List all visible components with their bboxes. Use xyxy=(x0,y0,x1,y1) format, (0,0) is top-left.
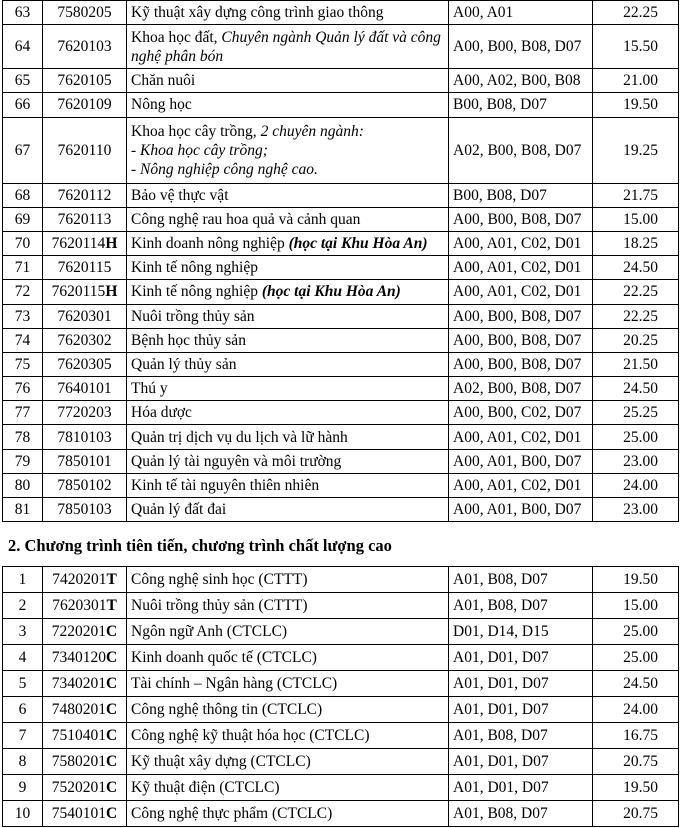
major-name-text: Kinh tế nông nghiệp xyxy=(131,259,258,277)
major-code xyxy=(43,280,127,304)
major-code-number: 7620301 xyxy=(52,597,107,614)
table-row xyxy=(3,697,679,723)
major-name xyxy=(127,352,449,376)
table-row xyxy=(3,749,679,775)
major-name-text: Kinh tế tài nguyên thiên nhiên xyxy=(131,476,320,494)
cutoff-score: 18.25 xyxy=(593,231,679,255)
major-code xyxy=(43,801,127,827)
table-row xyxy=(3,473,679,497)
cutoff-score: 15.00 xyxy=(593,207,679,231)
major-code-number: 7340120 xyxy=(51,649,107,666)
table-row xyxy=(3,425,679,449)
major-name xyxy=(127,256,449,280)
row-number: 79 xyxy=(3,449,43,473)
major-name-text: Công nghệ rau hoa quả và cảnh quan xyxy=(131,210,361,228)
subject-groups: B00, B08, D07 xyxy=(449,93,593,117)
major-code-suffix: C xyxy=(106,805,118,822)
cutoff-score: 24.50 xyxy=(593,377,679,401)
row-number: 9 xyxy=(3,775,43,801)
cutoff-score: 25.00 xyxy=(593,425,679,449)
major-name-text: Chăn nuôi xyxy=(131,72,196,90)
cutoff-score: 21.00 xyxy=(593,69,679,93)
table-row xyxy=(3,377,679,401)
major-name-text: Công nghệ kỹ thuật hóa học (CTCLC) xyxy=(131,727,370,744)
table-row xyxy=(3,304,679,328)
major-code xyxy=(43,449,127,473)
table-row xyxy=(3,231,679,255)
table-row xyxy=(3,1,679,25)
subject-groups: A01, B08, D07 xyxy=(449,593,593,619)
major-code xyxy=(43,231,127,255)
row-number: 75 xyxy=(3,352,43,376)
major-code-number: 7620109 xyxy=(57,96,112,114)
major-name xyxy=(127,498,449,522)
cutoff-score: 22.25 xyxy=(593,304,679,328)
table-row xyxy=(3,93,679,117)
row-number: 69 xyxy=(3,207,43,231)
major-name xyxy=(127,93,449,117)
table-row xyxy=(3,25,679,69)
major-name xyxy=(127,183,449,207)
campus-note: (học tại Khu Hòa An) xyxy=(261,283,401,301)
major-code-number: 7510401 xyxy=(51,727,107,744)
major-code xyxy=(43,473,127,497)
major-code-suffix: C xyxy=(106,753,118,770)
major-code xyxy=(43,593,127,619)
table-row xyxy=(3,775,679,801)
section-heading: 2. Chương trình tiên tiến, chương trình chất lượng cao xyxy=(8,536,392,555)
major-code-number: 7620114 xyxy=(51,235,106,253)
major-code-number: 7480201 xyxy=(51,701,107,718)
row-number: 6 xyxy=(3,697,43,723)
major-code xyxy=(43,401,127,425)
specialization-line: - Nông nghiệp công nghệ cao. xyxy=(131,160,318,178)
subject-groups: A00, B00, B08, D07 xyxy=(449,25,593,69)
campus-note: (học tại Khu Hòa An) xyxy=(288,235,428,253)
cutoff-score: 25.25 xyxy=(593,401,679,425)
major-name xyxy=(127,280,449,304)
major-name xyxy=(127,593,449,619)
major-code-suffix: T xyxy=(106,597,117,614)
major-code xyxy=(43,749,127,775)
subject-groups: A01, B08, D07 xyxy=(449,723,593,749)
row-number: 76 xyxy=(3,377,43,401)
major-name-text: Kinh doanh quốc tế (CTCLC) xyxy=(131,649,317,666)
cutoff-score: 20.75 xyxy=(593,749,679,775)
major-code xyxy=(43,723,127,749)
row-number: 77 xyxy=(3,401,43,425)
cutoff-score: 24.00 xyxy=(593,697,679,723)
major-code xyxy=(43,352,127,376)
major-name xyxy=(127,567,449,593)
row-number: 74 xyxy=(3,328,43,352)
major-name-text: Công nghệ thực phẩm (CTCLC) xyxy=(131,805,333,822)
cutoff-score: 21.50 xyxy=(593,352,679,376)
table-row xyxy=(3,117,679,183)
major-name-text: Thú y xyxy=(131,380,168,398)
subject-groups: A00, B00, B08, D07 xyxy=(449,207,593,231)
major-code-number: 7620302 xyxy=(57,331,112,349)
major-name-text: Công nghệ thông tin (CTCLC) xyxy=(131,701,323,718)
subject-groups: A00, B00, B08, D07 xyxy=(449,304,593,328)
major-code-suffix: C xyxy=(106,701,118,718)
row-number: 66 xyxy=(3,93,43,117)
row-number: 4 xyxy=(3,645,43,671)
major-code-number: 7620110 xyxy=(57,141,112,159)
row-number: 1 xyxy=(3,567,43,593)
major-code-number: 7620115 xyxy=(51,283,106,301)
subject-groups: A01, D01, D07 xyxy=(449,697,593,723)
major-code-number: 7420201 xyxy=(52,571,107,588)
row-number: 64 xyxy=(3,25,43,69)
row-number: 8 xyxy=(3,749,43,775)
row-number: 67 xyxy=(3,117,43,183)
major-code-number: 7620305 xyxy=(57,355,112,373)
major-name-text: Quản lý đất đai xyxy=(131,501,227,519)
major-code xyxy=(43,567,127,593)
subject-groups: A00, A01, C02, D01 xyxy=(449,425,593,449)
cutoff-score: 19.50 xyxy=(593,93,679,117)
major-name xyxy=(127,401,449,425)
subject-groups: A00, A01, C02, D01 xyxy=(449,473,593,497)
major-code-number: 7620105 xyxy=(57,72,112,90)
major-name-text: Hóa dược xyxy=(131,404,192,422)
major-code-number: 7640101 xyxy=(57,380,112,398)
major-code xyxy=(43,775,127,801)
major-name xyxy=(127,449,449,473)
major-code-number: 7850102 xyxy=(57,476,112,494)
subject-groups: A01, D01, D07 xyxy=(449,749,593,775)
row-number: 72 xyxy=(3,280,43,304)
major-name-text: Công nghệ sinh học (CTTT) xyxy=(131,571,308,588)
subject-groups: A02, B00, B08, D07 xyxy=(449,117,593,183)
cutoff-score: 15.00 xyxy=(593,593,679,619)
subject-groups: A00, B00, B08, D07 xyxy=(449,352,593,376)
row-number: 70 xyxy=(3,231,43,255)
subject-groups: A00, A02, B00, B08 xyxy=(449,69,593,93)
cutoff-score: 23.00 xyxy=(593,498,679,522)
major-code xyxy=(43,25,127,69)
major-code-suffix: T xyxy=(106,571,117,588)
table-row xyxy=(3,801,679,827)
major-code-number: 7340201 xyxy=(51,675,107,692)
subject-groups: A02, B00, B08, D07 xyxy=(449,377,593,401)
major-name-text: Ngôn ngữ Anh (CTCLC) xyxy=(131,623,288,640)
table-row xyxy=(3,723,679,749)
major-code-suffix: C xyxy=(106,649,118,666)
major-name xyxy=(127,1,449,25)
major-code xyxy=(43,256,127,280)
major-code xyxy=(43,117,127,183)
specialization-line: - Khoa học cây trồng; xyxy=(131,141,268,159)
major-name-text: Quản lý thủy sản xyxy=(131,355,237,373)
table-row xyxy=(3,328,679,352)
table-row xyxy=(3,449,679,473)
major-name-text: Kỹ thuật xây dựng (CTCLC) xyxy=(131,753,311,770)
major-name xyxy=(127,723,449,749)
admission-table-2 xyxy=(2,566,679,827)
subject-groups: A00, B00, C02, D07 xyxy=(449,401,593,425)
cutoff-score: 20.75 xyxy=(593,801,679,827)
row-number: 2 xyxy=(3,593,43,619)
table-row xyxy=(3,183,679,207)
major-code xyxy=(43,207,127,231)
row-number: 10 xyxy=(3,801,43,827)
major-code xyxy=(43,69,127,93)
major-code-suffix: H xyxy=(105,235,118,253)
major-name xyxy=(127,304,449,328)
row-number: 73 xyxy=(3,304,43,328)
major-code-number: 7540101 xyxy=(51,805,107,822)
major-name-note: 2 chuyên ngành: xyxy=(260,122,364,140)
subject-groups: A00, A01, C02, D01 xyxy=(449,231,593,255)
major-code-suffix: C xyxy=(106,779,118,796)
cutoff-score: 15.50 xyxy=(593,25,679,69)
major-name xyxy=(127,619,449,645)
major-code xyxy=(43,377,127,401)
subject-groups: A00, A01, C02, D01 xyxy=(449,280,593,304)
major-name-text: Kinh doanh nông nghiệp xyxy=(131,235,289,253)
major-code xyxy=(43,645,127,671)
cutoff-score: 25.00 xyxy=(593,645,679,671)
major-code-number: 7220201 xyxy=(51,623,107,640)
subject-groups: A01, B08, D07 xyxy=(449,801,593,827)
major-name-text: Kỹ thuật điện (CTCLC) xyxy=(131,779,280,796)
major-code-number: 7620301 xyxy=(57,307,112,325)
table-row xyxy=(3,498,679,522)
table-row xyxy=(3,256,679,280)
cutoff-score: 20.25 xyxy=(593,328,679,352)
row-number: 63 xyxy=(3,1,43,25)
major-name-text: Kinh tế nông nghiệp xyxy=(131,283,262,301)
row-number: 5 xyxy=(3,671,43,697)
major-code xyxy=(43,697,127,723)
major-code-number: 7850103 xyxy=(57,501,112,519)
major-code-number: 7620115 xyxy=(57,259,112,277)
subject-groups: A01, D01, D07 xyxy=(449,775,593,801)
major-name xyxy=(127,775,449,801)
row-number: 80 xyxy=(3,473,43,497)
subject-groups: A01, D01, D07 xyxy=(449,645,593,671)
cutoff-score: 22.25 xyxy=(593,280,679,304)
major-name xyxy=(127,671,449,697)
major-code xyxy=(43,671,127,697)
major-name xyxy=(127,117,449,183)
major-name-text: Khoa học cây trồng, xyxy=(131,122,261,140)
table-row xyxy=(3,280,679,304)
subject-groups: A01, D01, D07 xyxy=(449,671,593,697)
table-row xyxy=(3,645,679,671)
major-name-text: Khoa học đất, xyxy=(131,28,222,46)
subject-groups: A00, A01, C02, D01 xyxy=(449,256,593,280)
major-name xyxy=(127,207,449,231)
admission-table-1 xyxy=(2,0,679,522)
major-name xyxy=(127,749,449,775)
table-row xyxy=(3,593,679,619)
major-name xyxy=(127,697,449,723)
major-name xyxy=(127,377,449,401)
cutoff-score: 23.00 xyxy=(593,449,679,473)
major-name-text: Kỹ thuật xây dựng công trình giao thông xyxy=(131,4,384,22)
major-code-number: 7520201 xyxy=(51,779,107,796)
major-code-number: 7620103 xyxy=(57,38,112,56)
row-number: 7 xyxy=(3,723,43,749)
row-number: 68 xyxy=(3,183,43,207)
major-code xyxy=(43,1,127,25)
major-code-suffix: C xyxy=(106,727,118,744)
subject-groups: A00, B00, B08, D07 xyxy=(449,328,593,352)
major-code-suffix: C xyxy=(106,623,118,640)
major-name-text: Quản lý tài nguyên và môi trường xyxy=(131,452,342,470)
major-name-text: Bệnh học thủy sản xyxy=(131,331,246,349)
major-code-number: 7850101 xyxy=(57,452,112,470)
subject-groups: A00, A01 xyxy=(449,1,593,25)
major-name xyxy=(127,328,449,352)
major-code-number: 7810103 xyxy=(57,428,112,446)
row-number: 65 xyxy=(3,69,43,93)
major-name-text: Nuôi trồng thủy sản xyxy=(131,307,255,325)
major-name-text: Tài chính – Ngân hàng (CTCLC) xyxy=(131,675,338,692)
major-code-number: 7580201 xyxy=(51,753,107,770)
major-name-text: Nuôi trồng thủy sản (CTTT) xyxy=(131,597,308,614)
major-code-number: 7620112 xyxy=(57,186,112,204)
cutoff-score: 19.25 xyxy=(593,117,679,183)
cutoff-score: 25.00 xyxy=(593,619,679,645)
major-name xyxy=(127,801,449,827)
cutoff-score: 21.75 xyxy=(593,183,679,207)
major-name-text: Nông học xyxy=(131,96,192,114)
major-code-number: 7620113 xyxy=(57,210,112,228)
row-number: 71 xyxy=(3,256,43,280)
major-name-text: Bảo vệ thực vật xyxy=(131,186,229,204)
major-name xyxy=(127,25,449,69)
subject-groups: A01, B08, D07 xyxy=(449,567,593,593)
major-code xyxy=(43,619,127,645)
row-number: 81 xyxy=(3,498,43,522)
cutoff-score: 16.75 xyxy=(593,723,679,749)
cutoff-score: 19.50 xyxy=(593,775,679,801)
table-row xyxy=(3,401,679,425)
cutoff-score: 24.50 xyxy=(593,256,679,280)
table-row xyxy=(3,671,679,697)
row-number: 78 xyxy=(3,425,43,449)
table-row xyxy=(3,352,679,376)
major-code xyxy=(43,93,127,117)
major-name-text: Quản trị dịch vụ du lịch và lữ hành xyxy=(131,428,348,446)
table-row xyxy=(3,207,679,231)
subject-groups: A00, A01, B00, D07 xyxy=(449,498,593,522)
table-row xyxy=(3,619,679,645)
major-code-suffix: H xyxy=(105,283,118,301)
major-name-note: Chuyên ngành Quản lý đất và công nghệ phân bón xyxy=(131,28,441,65)
cutoff-score: 19.50 xyxy=(593,567,679,593)
subject-groups: A00, A01, B00, D07 xyxy=(449,449,593,473)
cutoff-score: 22.25 xyxy=(593,1,679,25)
cutoff-score: 24.00 xyxy=(593,473,679,497)
cutoff-score: 24.50 xyxy=(593,671,679,697)
table-row xyxy=(3,69,679,93)
major-name xyxy=(127,69,449,93)
major-name xyxy=(127,645,449,671)
major-code-number: 7720203 xyxy=(57,404,112,422)
major-code xyxy=(43,183,127,207)
major-code xyxy=(43,304,127,328)
major-code-number: 7580205 xyxy=(57,4,112,22)
major-name xyxy=(127,231,449,255)
row-number: 3 xyxy=(3,619,43,645)
major-code-suffix: C xyxy=(106,675,118,692)
major-name xyxy=(127,425,449,449)
major-name xyxy=(127,473,449,497)
major-code xyxy=(43,328,127,352)
subject-groups: D01, D14, D15 xyxy=(449,619,593,645)
table-row xyxy=(3,567,679,593)
major-code xyxy=(43,498,127,522)
subject-groups: B00, B08, D07 xyxy=(449,183,593,207)
major-code xyxy=(43,425,127,449)
